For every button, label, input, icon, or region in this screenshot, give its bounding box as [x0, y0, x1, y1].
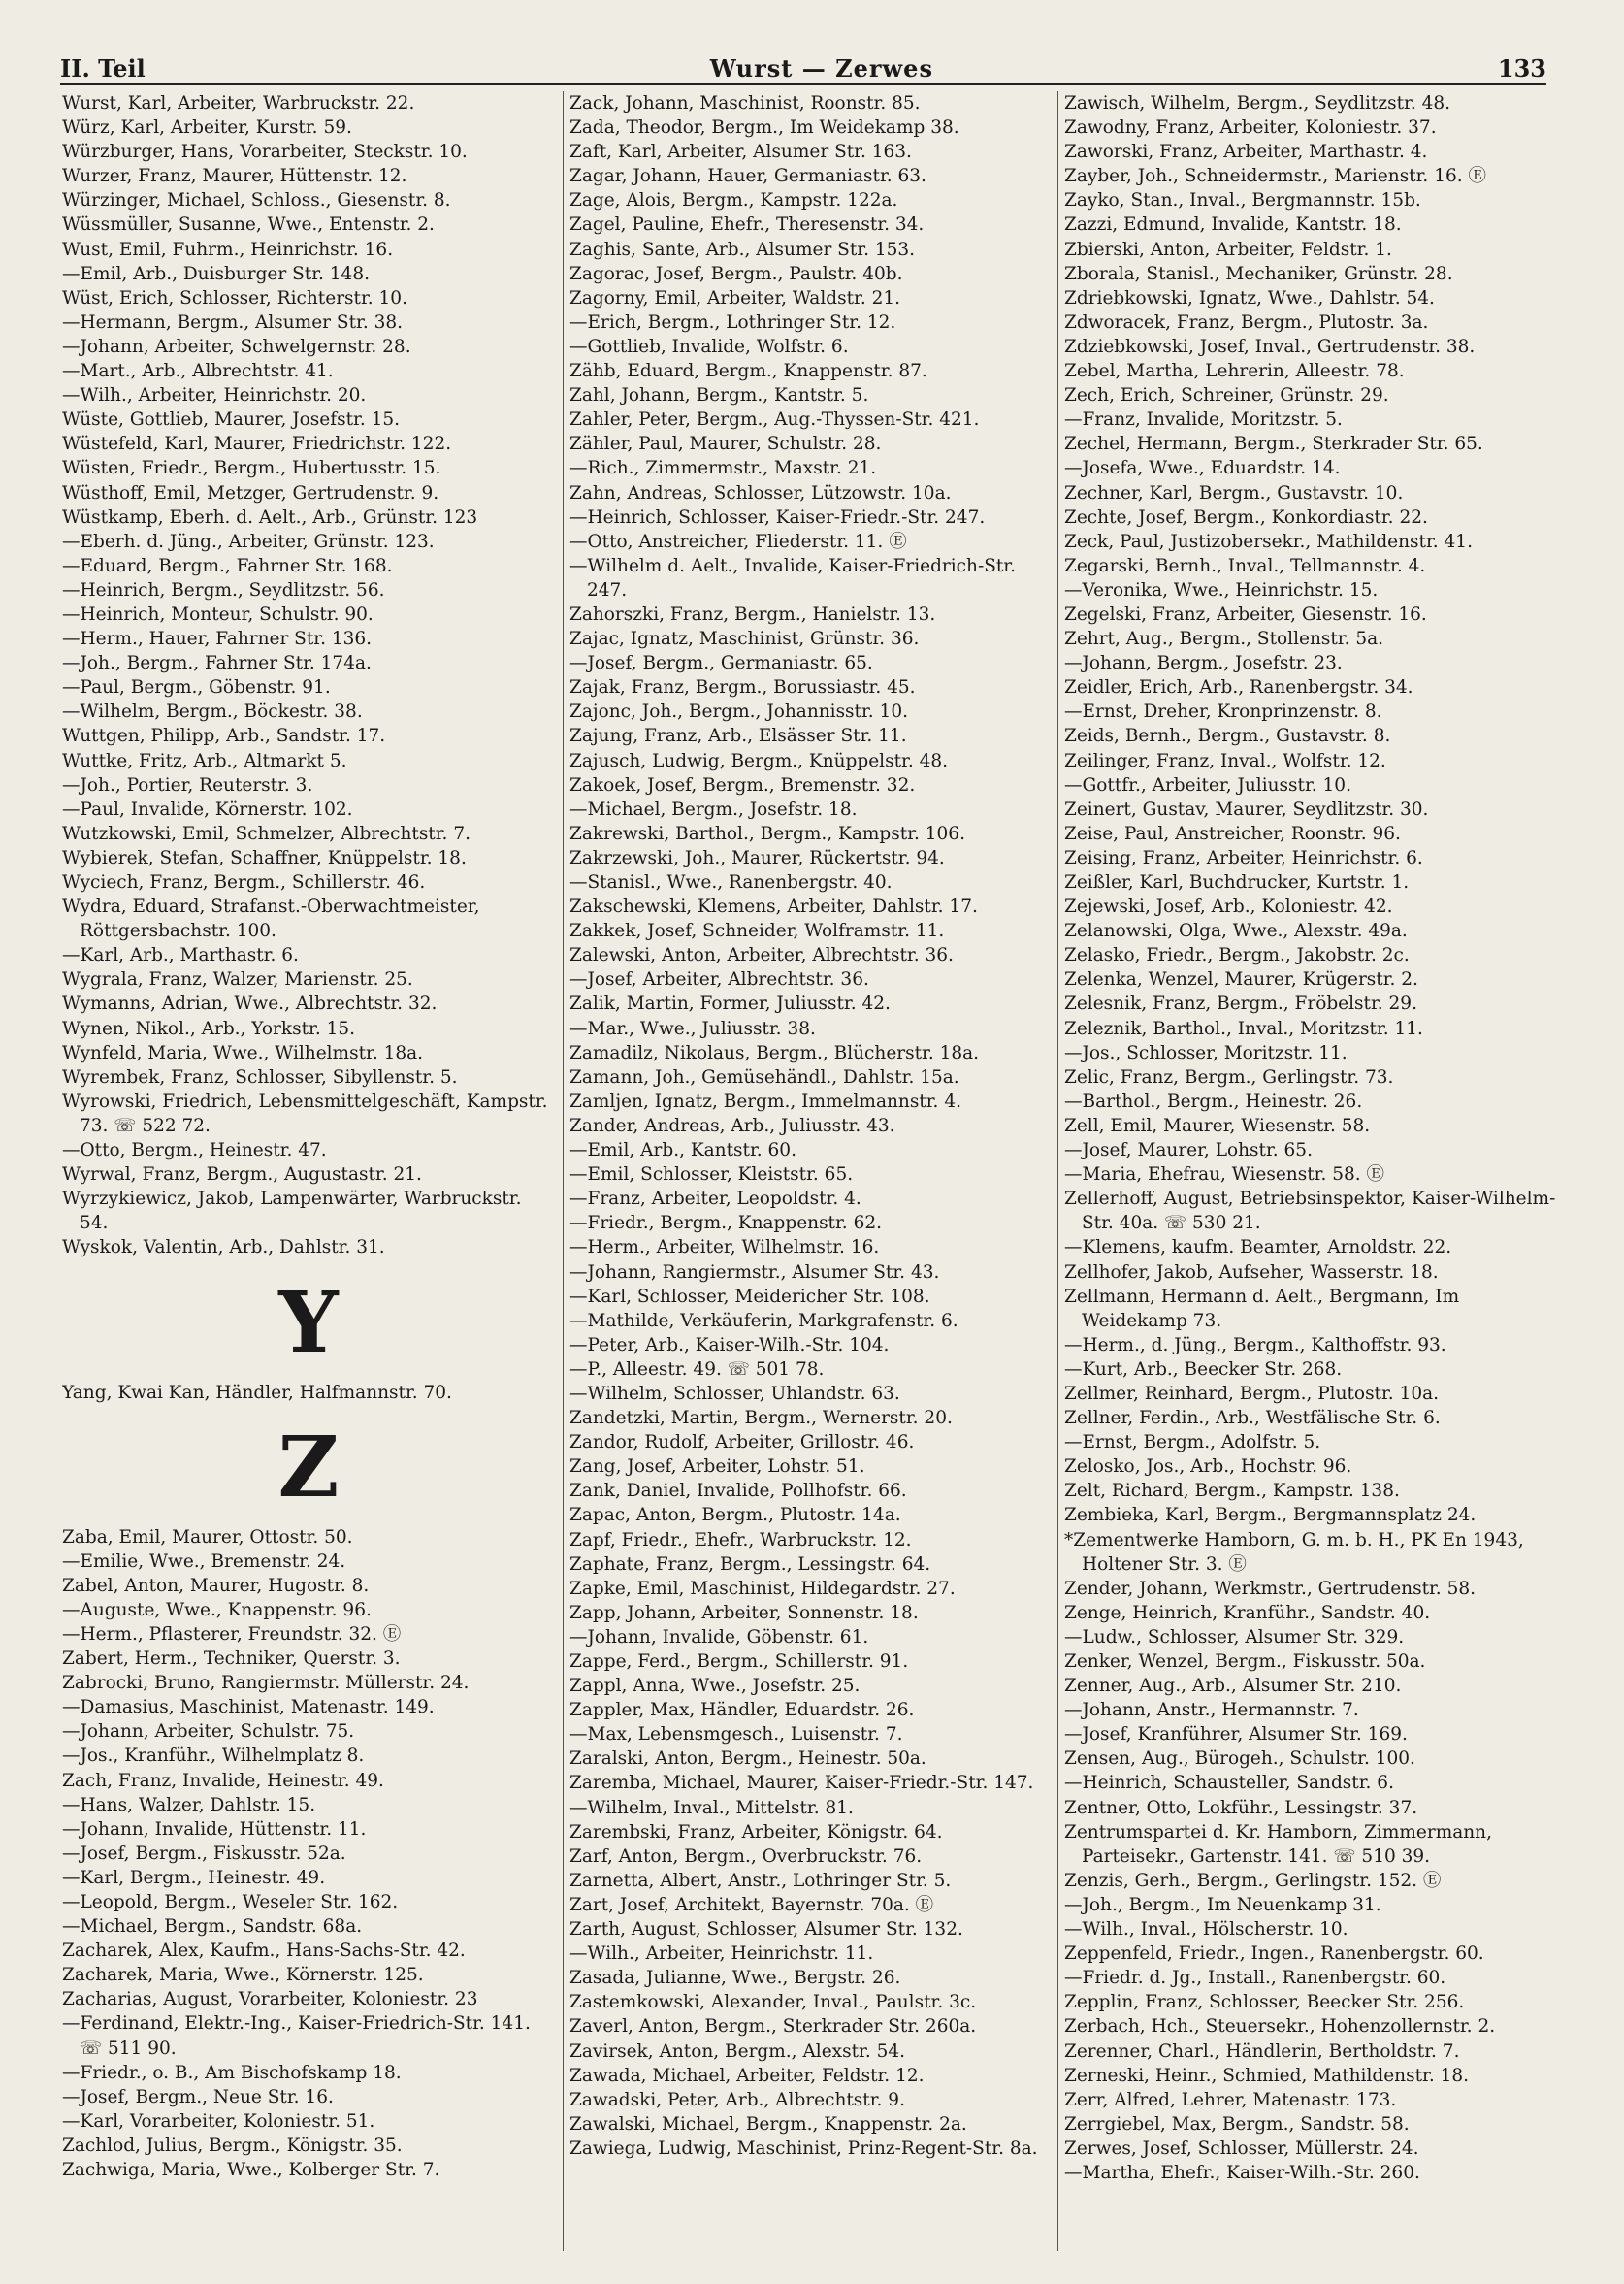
directory-entry: Zerrgiebel, Max, Bergm., Sandstr. 58.: [1064, 2113, 1410, 2135]
directory-entry: —Max, Lebensmgesch., Luisenstr. 7.: [569, 1724, 903, 1746]
directory-entry: —Maria, Ehefrau, Wiesenstr. 58. Ⓔ: [1064, 1164, 1385, 1186]
directory-entry: Zach, Franz, Invalide, Heinestr. 49.: [62, 1770, 384, 1791]
directory-entry: —Franz, Invalide, Moritzstr. 5.: [1064, 409, 1343, 431]
directory-entry: Wyskok, Valentin, Arb., Dahlstr. 31.: [62, 1237, 385, 1258]
directory-entry: —Wilhelm, Schlosser, Uhlandstr. 63.: [569, 1383, 900, 1404]
directory-entry: Wüsten, Friedr., Bergm., Hubertusstr. 15.: [62, 458, 441, 479]
directory-entry: —Jos., Kranführ., Wilhelmplatz 8.: [62, 1746, 365, 1767]
directory-entry: Zang, Josef, Arbeiter, Lohstr. 51.: [569, 1456, 865, 1478]
directory-entry: Zelic, Franz, Bergm., Gerlingstr. 73.: [1064, 1066, 1394, 1088]
directory-entry: Zabert, Herm., Techniker, Querstr. 3.: [62, 1648, 401, 1670]
directory-entry: Zeise, Paul, Anstreicher, Roonstr. 96.: [1064, 823, 1401, 844]
directory-entry: Wyrzykiewicz, Jakob, Lampenwärter, Warbruckstr. 54.: [62, 1189, 522, 1234]
directory-entry: Zaft, Karl, Arbeiter, Alsumer Str. 163.: [569, 142, 912, 163]
directory-entry: Zelt, Richard, Bergm., Kampstr. 138.: [1064, 1481, 1400, 1502]
directory-entry: —Gottfr., Arbeiter, Juliusstr. 10.: [1064, 774, 1351, 796]
directory-entry: Zerr, Alfred, Lehrer, Matenastr. 173.: [1064, 2089, 1397, 2110]
directory-entry: Zechel, Hermann, Bergm., Sterkrader Str. 65.: [1064, 434, 1483, 455]
page-number: 133: [1497, 53, 1546, 82]
directory-entry: Zaba, Emil, Maurer, Ottostr. 50.: [62, 1526, 353, 1548]
directory-entry: Zakschewski, Klemens, Arbeiter, Dahlstr. 17.: [569, 897, 978, 918]
section-label: II. Teil: [60, 53, 146, 82]
directory-entry: —Franz, Arbeiter, Leopoldstr. 4.: [569, 1189, 861, 1210]
directory-entry: —Wilh., Inval., Hölscherstr. 10.: [1064, 1919, 1348, 1941]
directory-entry: Zalewski, Anton, Arbeiter, Albrechtstr. 36.: [569, 945, 954, 966]
directory-entry: Zamann, Joh., Gemüsehändl., Dahlstr. 15a.: [569, 1066, 959, 1088]
directory-entry: —Ferdinand, Elektr.-Ing., Kaiser-Friedrich-Str. 141. ☏ 511 90.: [62, 2013, 531, 2059]
directory-entry: —Leopold, Bergm., Weseler Str. 162.: [62, 1892, 399, 1912]
section-letter-y: Y: [278, 1273, 339, 1372]
directory-entry: —Josefa, Wwe., Eduardstr. 14.: [1064, 458, 1341, 479]
directory-entry: Zerwes, Josef, Schlosser, Müllerstr. 24.: [1064, 2137, 1419, 2159]
directory-entry: Zappe, Ferd., Bergm., Schillerstr. 91.: [569, 1651, 909, 1672]
directory-entry: Zegarski, Bernh., Inval., Tellmannstr. 4.: [1064, 555, 1426, 576]
directory-entry: Zahler, Peter, Bergm., Aug.-Thyssen-Str. 421.: [569, 409, 980, 431]
directory-entry: —Joh., Portier, Reuterstr. 3.: [62, 774, 313, 796]
directory-entry: Zellmann, Hermann d. Aelt., Bergmann, Im Weidekamp 73.: [1064, 1286, 1460, 1331]
directory-entry: Zabel, Anton, Maurer, Hugostr. 8.: [62, 1575, 370, 1596]
directory-entry: —Martha, Ehefr., Kaiser-Wilh.-Str. 260.: [1064, 2162, 1420, 2183]
directory-entry: Wyrwal, Franz, Bergm., Augustastr. 21.: [62, 1164, 422, 1186]
directory-entry: —Josef, Kranführer, Alsumer Str. 169.: [1064, 1724, 1408, 1746]
page-header: [60, 50, 1546, 85]
directory-entry: Zaphate, Franz, Bergm., Lessingstr. 64.: [569, 1553, 931, 1575]
directory-entry: Zavirsek, Anton, Bergm., Alexstr. 54.: [569, 2040, 906, 2062]
directory-entry: —Josef, Bergm., Neue Str. 16.: [62, 2086, 334, 2107]
header-rule: [60, 83, 1546, 85]
col1-part2: [62, 1381, 555, 1405]
directory-entry: Zagel, Pauline, Ehefr., Theresenstr. 34.: [569, 214, 925, 236]
directory-entry: Wüstkamp, Eberh. d. Aelt., Arb., Grünstr. 123: [62, 506, 478, 528]
directory-entry: Zapke, Emil, Maschinist, Hildegardstr. 27.: [569, 1578, 956, 1599]
directory-entry: Zajung, Franz, Arb., Elsässer Str. 11.: [569, 726, 907, 747]
directory-entry: —Wilhelm d. Aelt., Invalide, Kaiser-Friedrich-Str. 247.: [569, 555, 1016, 601]
directory-entry: Zasada, Julianne, Wwe., Bergstr. 26.: [569, 1968, 901, 1989]
directory-entry: Wybierek, Stefan, Schaffner, Knüppelstr. 18.: [62, 847, 467, 868]
directory-entry: Wydra, Eduard, Strafanst.-Oberwachtmeister, Röttgersbachstr. 100.: [62, 897, 480, 942]
directory-entry: Zelanowski, Olga, Wwe., Alexstr. 49a.: [1064, 921, 1408, 942]
directory-entry: Zacharek, Alex, Kaufm., Hans-Sachs-Str. 42.: [62, 1941, 466, 1962]
directory-entry: Zarnetta, Albert, Anstr., Lothringer Str. 5.: [569, 1870, 952, 1891]
directory-entry: Zacharias, August, Vorarbeiter, Koloniestr. 23: [62, 1989, 478, 2010]
directory-entry: Zahl, Johann, Bergm., Kantstr. 5.: [569, 385, 869, 407]
directory-entry: Wüsthoff, Emil, Metzger, Gertrudenstr. 9.: [62, 482, 439, 504]
directory-entry: —Veronika, Wwe., Heinrichstr. 15.: [1064, 579, 1379, 601]
directory-entry: Zborala, Stanisl., Mechaniker, Grünstr. 28.: [1064, 263, 1453, 284]
directory-entry: Würz, Karl, Arbeiter, Kurstr. 59.: [62, 117, 352, 139]
directory-entry: —Heinrich, Schausteller, Sandstr. 6.: [1064, 1773, 1394, 1794]
directory-entry: Zeids, Bernh., Bergm., Gustavstr. 8.: [1064, 726, 1391, 747]
directory-entry: Zechte, Josef, Bergm., Konkordiastr. 22.: [1064, 506, 1428, 528]
directory-entry: Wüssmüller, Susanne, Wwe., Entenstr. 2.: [62, 214, 435, 236]
directory-entry: Zepplin, Franz, Schlosser, Beecker Str. 256.: [1064, 1992, 1465, 2013]
directory-entry: Zaworski, Franz, Arbeiter, Marthastr. 4.: [1064, 142, 1428, 163]
directory-entry: Zagorny, Emil, Arbeiter, Waldstr. 21.: [569, 287, 901, 309]
directory-entry: Zerneski, Heinr., Schmied, Mathildenstr. 18.: [1064, 2065, 1469, 2086]
directory-entry: —Mart., Arb., Albrechtstr. 41.: [62, 361, 334, 382]
directory-entry: —Johann, Arbeiter, Schulstr. 75.: [62, 1721, 355, 1743]
directory-entry: Zeppenfeld, Friedr., Ingen., Ranenbergstr. 60.: [1064, 1943, 1484, 1965]
directory-entry: —Michael, Bergm., Josefstr. 18.: [569, 799, 858, 820]
directory-entry: —Mathilde, Verkäuferin, Markgrafenstr. 6.: [569, 1310, 958, 1331]
directory-entry: Zähb, Eduard, Bergm., Knappenstr. 87.: [569, 361, 927, 382]
directory-entry: —Emilie, Wwe., Bremenstr. 24.: [62, 1550, 346, 1572]
directory-entry: —Klemens, kaufm. Beamter, Arnoldstr. 22.: [1064, 1237, 1452, 1258]
directory-entry: Zakrzewski, Joh., Maurer, Rückertstr. 94.: [569, 847, 945, 868]
directory-entry: —Rich., Zimmermstr., Maxstr. 21.: [569, 458, 877, 479]
directory-entry: —Johann, Rangiermstr., Alsumer Str. 43.: [569, 1261, 940, 1283]
directory-entry: Zbierski, Anton, Arbeiter, Feldstr. 1.: [1064, 239, 1392, 260]
directory-entry: Zakrewski, Barthol., Bergm., Kampstr. 106.: [569, 823, 965, 844]
directory-entry: —Eberh. d. Jüng., Arbeiter, Grünstr. 123.: [62, 531, 435, 552]
directory-entry: Zellerhoff, August, Betriebsinspektor, Kaiser-Wilhelm-Str. 40a. ☏ 530 21.: [1064, 1189, 1556, 1234]
directory-entry: —Ernst, Bergm., Adolfstr. 5.: [1064, 1432, 1321, 1453]
directory-entry: Zawadski, Peter, Arb., Albrechtstr. 9.: [569, 2089, 905, 2110]
directory-entry: Zamljen, Ignatz, Bergm., Immelmannstr. 4.: [569, 1091, 961, 1112]
directory-entry: —Wilh., Arbeiter, Heinrichstr. 20.: [62, 385, 367, 407]
directory-entry: —Wilh., Arbeiter, Heinrichstr. 11.: [569, 1943, 874, 1965]
directory-entry: Zack, Johann, Maschinist, Roonstr. 85.: [569, 93, 921, 114]
directory-entry: Zellmer, Reinhard, Bergm., Plutostr. 10a.: [1064, 1383, 1440, 1404]
directory-entry: —Paul, Bergm., Göbenstr. 91.: [62, 677, 331, 699]
directory-entry: Zawiega, Ludwig, Maschinist, Prinz-Regent-Str. 8a.: [569, 2137, 1038, 2159]
col1-part3: [62, 1525, 555, 2183]
directory-entry: —Heinrich, Schlosser, Kaiser-Friedr.-Str. 247.: [569, 506, 986, 528]
directory-entry: —Johann, Arbeiter, Schwelgernstr. 28.: [62, 336, 411, 357]
directory-entry: Zayber, Joh., Schneidermstr., Marienstr. 16. Ⓔ: [1064, 166, 1486, 187]
directory-entry: Wynfeld, Maria, Wwe., Wilhelmstr. 18a.: [62, 1042, 424, 1063]
directory-entry: Zelosko, Jos., Arb., Hochstr. 96.: [1064, 1456, 1352, 1478]
col1-part1: [62, 91, 555, 1260]
directory-entry: —Stanisl., Wwe., Ranenbergstr. 40.: [569, 872, 893, 893]
page-range-title: Wurst — Zerwes: [709, 53, 933, 82]
directory-entry: Würzburger, Hans, Vorarbeiter, Steckstr. 10.: [62, 142, 468, 163]
directory-entry: Zerenner, Charl., Händlerin, Bertholdstr. 7.: [1064, 2040, 1460, 2062]
directory-entry: Zacharek, Maria, Wwe., Körnerstr. 125.: [62, 1965, 424, 1986]
directory-entry: —Josef, Bergm., Germaniastr. 65.: [569, 653, 873, 674]
directory-entry: Zeck, Paul, Justizobersekr., Mathildenstr. 41.: [1064, 531, 1473, 552]
directory-entry: Zawodny, Franz, Arbeiter, Koloniestr. 37.: [1064, 117, 1437, 139]
directory-entry: —Peter, Arb., Kaiser-Wilh.-Str. 104.: [569, 1334, 890, 1355]
directory-entry: —Josef, Maurer, Lohstr. 65.: [1064, 1140, 1313, 1161]
directory-entry: Zart, Josef, Architekt, Bayernstr. 70a. Ⓔ: [569, 1894, 934, 1915]
directory-entry: Wutzkowski, Emil, Schmelzer, Albrechtstr. 7.: [62, 823, 471, 844]
directory-entry: —Josef, Bergm., Fiskusstr. 52a.: [62, 1843, 346, 1864]
directory-entry: Zawalski, Michael, Bergm., Knappenstr. 2a.: [569, 2113, 967, 2135]
directory-entry: *Zementwerke Hamborn, G. m. b. H., PK En 1943, Holtener Str. 3. Ⓔ: [1064, 1529, 1524, 1575]
directory-entry: —Emil, Schlosser, Kleiststr. 65.: [569, 1164, 854, 1186]
directory-entry: Zaghis, Sante, Arb., Alsumer Str. 153.: [569, 239, 916, 260]
directory-entry: —Johann, Invalide, Göbenstr. 61.: [569, 1626, 869, 1648]
directory-entry: Zawisch, Wilhelm, Bergm., Seydlitzstr. 48.: [1064, 93, 1451, 114]
directory-entry: —Damasius, Maschinist, Matenastr. 149.: [62, 1697, 435, 1718]
directory-entry: Zandor, Rudolf, Arbeiter, Grillostr. 46.: [569, 1432, 915, 1453]
directory-entry: Zarembski, Franz, Arbeiter, Königstr. 64.: [569, 1821, 943, 1843]
column-1: [62, 91, 555, 2251]
directory-entry: —Erich, Bergm., Lothringer Str. 12.: [569, 311, 896, 333]
directory-entry: Zage, Alois, Bergm., Kampstr. 122a.: [569, 190, 898, 212]
directory-entry: Zabrocki, Bruno, Rangiermstr. Müllerstr. 24.: [62, 1673, 470, 1694]
directory-entry: Zentner, Otto, Lokführ., Lessingstr. 37.: [1064, 1797, 1418, 1818]
directory-entry: Zajonc, Joh., Bergm., Johannisstr. 10.: [569, 702, 908, 723]
directory-entry: —Joh., Bergm., Im Neuenkamp 31.: [1064, 1894, 1381, 1915]
directory-entry: Zagorac, Josef, Bergm., Paulstr. 40b.: [569, 263, 903, 284]
directory-entry: Zelesnik, Franz, Bergm., Fröbelstr. 29.: [1064, 994, 1417, 1015]
directory-entry: Zech, Erich, Schreiner, Grünstr. 29.: [1064, 385, 1389, 407]
directory-entry: Zahorszki, Franz, Bergm., Hanielstr. 13.: [569, 604, 936, 625]
directory-entry: Zada, Theodor, Bergm., Im Weidekamp 38.: [569, 117, 959, 139]
directory-entry: —Gottlieb, Invalide, Wolfstr. 6.: [569, 336, 849, 357]
directory-entry: Zastemkowski, Alexander, Inval., Paulstr. 3c.: [569, 1992, 977, 2013]
directory-entry: —Hans, Walzer, Dahlstr. 15.: [62, 1794, 316, 1815]
directory-entry: Zdziebkowski, Josef, Inval., Gertrudenstr. 38.: [1064, 336, 1476, 357]
directory-entry: —Herm., Hauer, Fahrner Str. 136.: [62, 629, 373, 650]
directory-entry: Zdriebkowski, Ignatz, Wwe., Dahlstr. 54.: [1064, 287, 1435, 309]
directory-entry: Zagar, Johann, Hauer, Germaniastr. 63.: [569, 166, 926, 187]
directory-entry: —Josef, Arbeiter, Albrechtstr. 36.: [569, 969, 869, 991]
directory-entry: Zapf, Friedr., Ehefr., Warbruckstr. 12.: [569, 1529, 912, 1550]
directory-entry: —Johann, Invalide, Hüttenstr. 11.: [62, 1818, 367, 1840]
directory-entry: Yang, Kwai Kan, Händler, Halfmannstr. 70.: [62, 1382, 452, 1403]
directory-entry: Zalik, Martin, Former, Juliusstr. 42.: [569, 994, 891, 1015]
directory-entry: Wüstefeld, Karl, Maurer, Friedrichstr. 122.: [62, 434, 452, 455]
column-2: [563, 91, 1052, 2251]
directory-entry: Zähler, Paul, Maurer, Schulstr. 28.: [569, 434, 882, 455]
directory-entry: Zehrt, Aug., Bergm., Stollenstr. 5a.: [1064, 629, 1384, 650]
directory-entry: —Otto, Bergm., Heinestr. 47.: [62, 1140, 327, 1161]
directory-entry: Wuttke, Fritz, Arb., Altmarkt 5.: [62, 750, 347, 771]
directory-entry: Zakoek, Josef, Bergm., Bremenstr. 32.: [569, 774, 916, 796]
directory-entry: Zayko, Stan., Inval., Bergmannstr. 15b.: [1064, 190, 1421, 212]
directory-entry: Zajak, Franz, Bergm., Borussiastr. 45.: [569, 677, 916, 699]
directory-entry: Zarth, August, Schlosser, Alsumer Str. 132.: [569, 1919, 963, 1941]
section-letter-z: Z: [277, 1418, 340, 1517]
directory-entry: Zell, Emil, Maurer, Wiesenstr. 58.: [1064, 1115, 1371, 1136]
directory-entry: —Johann, Anstr., Hermannstr. 7.: [1064, 1700, 1359, 1721]
directory-entry: Wyrembek, Franz, Schlosser, Sibyllenstr. 5.: [62, 1066, 458, 1088]
directory-entry: —Herm., d. Jüng., Bergm., Kalthoffstr. 93.: [1064, 1334, 1446, 1355]
directory-entry: Zaverl, Anton, Bergm., Sterkrader Str. 260a.: [569, 2016, 977, 2038]
directory-entry: Zeidler, Erich, Arb., Ranenbergstr. 34.: [1064, 677, 1413, 699]
directory-entry: —Ludw., Schlosser, Alsumer Str. 329.: [1064, 1626, 1405, 1648]
directory-entry: —Karl, Vorarbeiter, Koloniestr. 51.: [62, 2110, 375, 2132]
directory-entry: Wyciech, Franz, Bergm., Schillerstr. 46.: [62, 872, 426, 893]
directory-entry: Zaremba, Michael, Maurer, Kaiser-Friedr.-Str. 147.: [569, 1773, 1034, 1794]
directory-entry: —Hermann, Bergm., Alsumer Str. 38.: [62, 311, 404, 333]
column-3: [1057, 91, 1562, 2251]
directory-entry: Zender, Johann, Werkmstr., Gertrudenstr. 58.: [1064, 1578, 1476, 1599]
directory-entry: —Kurt, Arb., Beecker Str. 268.: [1064, 1358, 1343, 1380]
directory-entry: Zapp, Johann, Arbeiter, Sonnenstr. 18.: [569, 1602, 919, 1623]
directory-entry: Zellhofer, Jakob, Aufseher, Wasserstr. 18.: [1064, 1261, 1439, 1283]
directory-entry: Zembieka, Karl, Bergm., Bergmannsplatz 24.: [1064, 1505, 1477, 1526]
directory-entry: Würzinger, Michael, Schloss., Giesenstr. 8.: [62, 190, 451, 212]
directory-entry: Zapac, Anton, Bergm., Plutostr. 14a.: [569, 1505, 901, 1526]
directory-entry: Zeinert, Gustav, Maurer, Seydlitzstr. 30.: [1064, 799, 1429, 820]
directory-entry: Zeißler, Karl, Buchdrucker, Kurtstr. 1.: [1064, 872, 1410, 893]
directory-entry: Zandetzki, Martin, Bergm., Wernerstr. 20.: [569, 1408, 953, 1429]
directory-entry: —Karl, Schlosser, Meidericher Str. 108.: [569, 1286, 930, 1307]
directory-entry: —P., Alleestr. 49. ☏ 501 78.: [569, 1358, 825, 1380]
directory-entry: —Michael, Bergm., Sandstr. 68a.: [62, 1916, 363, 1938]
col3-entries: [1064, 91, 1562, 2185]
directory-entry: —Emil, Arb., Duisburger Str. 148.: [62, 263, 370, 284]
directory-entry: Zentrumspartei d. Kr. Hamborn, Zimmermann, Parteisekr., Gartenstr. 141. ☏ 510 39.: [1064, 1821, 1492, 1867]
directory-entry: —Paul, Invalide, Körnerstr. 102.: [62, 799, 353, 820]
directory-entry: Wygrala, Franz, Walzer, Marienstr. 25.: [62, 969, 413, 991]
directory-entry: —Friedr., Bergm., Knappenstr. 62.: [569, 1213, 882, 1234]
directory-entry: Zajusch, Ludwig, Bergm., Knüppelstr. 48.: [569, 750, 948, 771]
directory-entry: —Auguste, Wwe., Knappenstr. 96.: [62, 1599, 372, 1620]
directory-entry: Zenzis, Gerh., Bergm., Gerlingstr. 152. Ⓔ: [1064, 1870, 1442, 1891]
directory-entry: Zarf, Anton, Bergm., Overbruckstr. 76.: [569, 1845, 923, 1867]
directory-entry: Zappl, Anna, Wwe., Josefstr. 25.: [569, 1676, 861, 1697]
directory-entry: —Joh., Bergm., Fahrner Str. 174a.: [62, 653, 372, 674]
directory-entry: Wynen, Nikol., Arb., Yorkstr. 15.: [62, 1018, 356, 1039]
directory-entry: —Friedr., o. B., Am Bischofskamp 18.: [62, 2062, 402, 2083]
directory-entry: Zander, Andreas, Arb., Juliusstr. 43.: [569, 1115, 895, 1136]
directory-entry: Zensen, Aug., Bürogeh., Schulstr. 100.: [1064, 1748, 1415, 1770]
directory-entry: Zellner, Ferdin., Arb., Westfälische Str. 6.: [1064, 1408, 1441, 1429]
directory-entry: Zenge, Heinrich, Kranführ., Sandstr. 40.: [1064, 1602, 1431, 1623]
directory-entry: Zebel, Martha, Lehrerin, Alleestr. 78.: [1064, 361, 1405, 382]
directory-entry: —Mar., Wwe., Juliusstr. 38.: [569, 1018, 816, 1039]
directory-entry: Zechner, Karl, Bergm., Gustavstr. 10.: [1064, 482, 1404, 504]
directory-entry: Wust, Emil, Fuhrm., Heinrichstr. 16.: [62, 239, 394, 260]
directory-entry: —Heinrich, Bergm., Seydlitzstr. 56.: [62, 579, 385, 601]
directory-entry: Wurzer, Franz, Maurer, Hüttenstr. 12.: [62, 166, 407, 187]
directory-entry: Zachwiga, Maria, Wwe., Kolberger Str. 7.: [62, 2160, 440, 2181]
directory-entry: Zeising, Franz, Arbeiter, Heinrichstr. 6.: [1064, 847, 1423, 868]
directory-entry: Zeleznik, Barthol., Inval., Moritzstr. 11.: [1064, 1018, 1423, 1039]
directory-entry: —Karl, Arb., Marthastr. 6.: [62, 945, 299, 966]
directory-entry: Zawada, Michael, Arbeiter, Feldstr. 12.: [569, 2065, 925, 2086]
directory-entry: —Barthol., Bergm., Heinestr. 26.: [1064, 1091, 1363, 1112]
directory-entry: Zamadilz, Nikolaus, Bergm., Blücherstr. 18a.: [569, 1042, 980, 1063]
directory-entry: Zegelski, Franz, Arbeiter, Giesenstr. 16.: [1064, 604, 1427, 625]
directory-entry: Wymanns, Adrian, Wwe., Albrechtstr. 32.: [62, 994, 438, 1015]
directory-entry: —Herm., Pflasterer, Freundstr. 32. Ⓔ: [62, 1623, 402, 1645]
directory-entry: —Karl, Bergm., Heinestr. 49.: [62, 1867, 326, 1888]
directory-entry: Wurst, Karl, Arbeiter, Warbruckstr. 22.: [62, 93, 415, 114]
directory-entry: —Emil, Arb., Kantstr. 60.: [569, 1140, 796, 1161]
directory-entry: —Wilhelm, Inval., Mittelstr. 81.: [569, 1797, 854, 1818]
directory-entry: Wyrowski, Friedrich, Lebensmittelgeschäft, Kampstr. 73. ☏ 522 72.: [62, 1091, 548, 1136]
directory-entry: Zank, Daniel, Invalide, Pollhofstr. 66.: [569, 1481, 907, 1502]
directory-entry: Zelasko, Friedr., Bergm., Jakobstr. 2c.: [1064, 945, 1410, 966]
directory-entry: Zeilinger, Franz, Inval., Wolfstr. 12.: [1064, 750, 1386, 771]
directory-entry: Zelenka, Wenzel, Maurer, Krügerstr. 2.: [1064, 969, 1418, 991]
directory-entry: —Otto, Anstreicher, Fliederstr. 11. Ⓔ: [569, 531, 907, 552]
directory-entry: Zdworacek, Franz, Bergm., Plutostr. 3a.: [1064, 311, 1429, 333]
directory-entry: —Jos., Schlosser, Moritzstr. 11.: [1064, 1042, 1348, 1063]
directory-entry: —Wilhelm, Bergm., Böckestr. 38.: [62, 702, 363, 723]
directory-entry: —Eduard, Bergm., Fahrner Str. 168.: [62, 555, 393, 576]
directory-entry: Zejewski, Josef, Arb., Koloniestr. 42.: [1064, 897, 1393, 918]
directory-entry: Wüste, Gottlieb, Maurer, Josefstr. 15.: [62, 409, 401, 431]
directory-entry: Wuttgen, Philipp, Arb., Sandstr. 17.: [62, 726, 386, 747]
directory-entry: Zazzi, Edmund, Invalide, Kantstr. 18.: [1064, 214, 1402, 236]
directory-entry: —Heinrich, Monteur, Schulstr. 90.: [62, 604, 374, 625]
directory-entry: Zappler, Max, Händler, Eduardstr. 26.: [569, 1700, 915, 1721]
col2-entries: [569, 91, 1052, 2161]
directory-entry: Zenker, Wenzel, Bergm., Fiskusstr. 50a.: [1064, 1651, 1426, 1672]
directory-entry: Zajac, Ignatz, Maschinist, Grünstr. 36.: [569, 629, 920, 650]
directory-entry: Zakkek, Josef, Schneider, Wolframstr. 11.: [569, 921, 945, 942]
directory-entry: —Friedr. d. Jg., Install., Ranenbergstr. 60.: [1064, 1968, 1446, 1989]
directory-entry: Zerbach, Hch., Steuersekr., Hohenzollernstr. 2.: [1064, 2016, 1496, 2038]
directory-entry: Zahn, Andreas, Schlosser, Lützowstr. 10a.: [569, 482, 952, 504]
directory-entry: Zachlod, Julius, Bergm., Königstr. 35.: [62, 2135, 403, 2156]
directory-entry: —Herm., Arbeiter, Wilhelmstr. 16.: [569, 1237, 880, 1258]
directory-entry: —Ernst, Dreher, Kronprinzenstr. 8.: [1064, 702, 1382, 723]
directory-entry: Zaralski, Anton, Bergm., Heinestr. 50a.: [569, 1748, 926, 1770]
directory-entry: Zenner, Aug., Arb., Alsumer Str. 210.: [1064, 1676, 1402, 1697]
directory-entry: —Johann, Bergm., Josefstr. 23.: [1064, 653, 1343, 674]
directory-entry: Wüst, Erich, Schlosser, Richterstr. 10.: [62, 287, 407, 309]
